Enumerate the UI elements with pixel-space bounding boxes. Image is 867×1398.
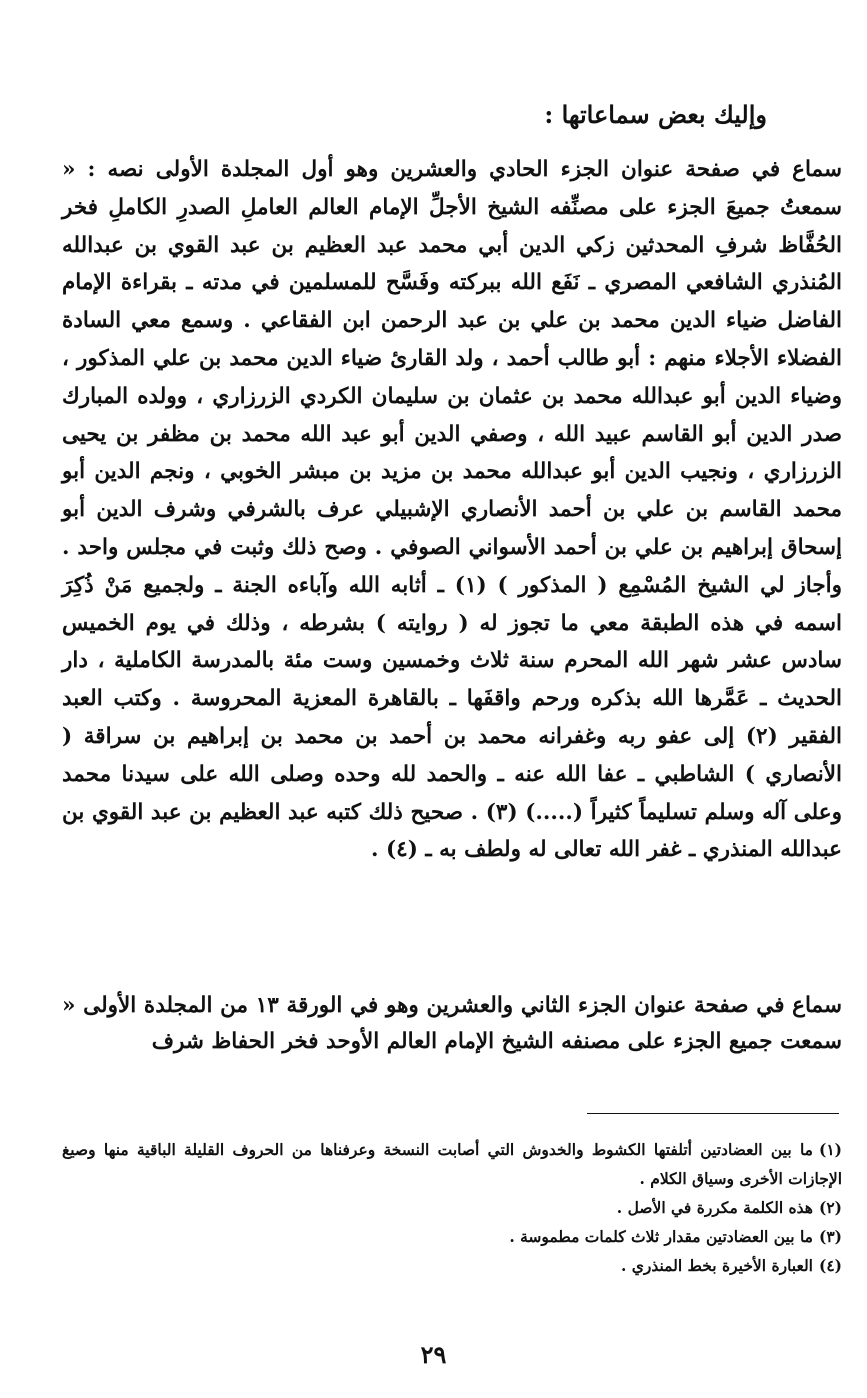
intro-line: وإليك بعض سماعاتها :	[544, 100, 767, 129]
footnote-4-text: العبارة الأخيرة بخط المنذري .	[620, 1256, 813, 1275]
footnotes	[62, 1135, 842, 1280]
footnote-4	[62, 1251, 842, 1280]
footnote-4-number: (٤)	[818, 1256, 842, 1275]
page-number: ٢٩	[420, 1340, 447, 1369]
paragraph-first-audition: سماع في صفحة عنوان الجزء الحادي والعشرين وهو أول المجلدة الأولى نصه : « سمعتُ جميعَ الجزء على مصنِّفه الشيخ الأجلِّ الإمام العالم العاملِ الصدرِ الكاملِ فخر الحُفَّاظ شرفِ المحدثين زكي الدين أبي محمد عبد العظيم بن عبد القوي بن عبدالله المُنذري الشافعي المصري ـ نَفَع الله ببركته وفَسَّح للمسلمين في مدته ـ بقراءة الإمام الفاضل ضياء الدين محمد بن علي بن عبد الرحمن ابن الفقاعي . وسمع معي السادة الفضلاء الأجلاء منهم : أبو طالب أحمد ، ولد القارئ ضياء الدين محمد بن علي المذكور ، وضياء الدين أبو عبدالله محمد بن عثمان بن سليمان الكردي الزرزاري ، وولده المبارك صدر الدين أبو القاسم عبيد الله ، وصفي الدين أبو عبد الله محمد بن مظفر بن يحيى الزرزاري ، ونجيب الدين أبو عبدالله محمد بن مزيد بن مبشر الخوبي ، ونجم الدين أبو محمد القاسم بن علي بن أحمد الأنصاري الإشبيلي عرف بالشرفي وشرف الدين أبو إسحاق إبراهيم بن علي بن أحمد الأسواني الصوفي . وصح ذلك وثبت في مجلس واحد . وأجاز لي الشيخ المُسْمِع ( المذكور ) (١) ـ أثابه الله وآباءه الجنة ـ ولجميع مَنْ ذُكِرَ اسمه في هذه الطبقة معي ما تجوز له ( روايته ) بشرطه ، وذلك في يوم الخميس سادس عشر شهر الله المحرم سنة ثلاث وخمسين وست مئة بالمدرسة الكاملية ، دار الحديث ـ عَمَّرها الله بذكره ورحم واقفَها ـ بالقاهرة المعزية المحروسة . وكتب العبد الفقير (٢) إلى عفو ربه وغفرانه محمد بن أحمد بن محمد بن إبراهيم بن سراقة ( الأنصاري ) الشاطبي ـ عفا الله عنه ـ والحمد لله وحده وصلى الله على سيدنا محمد وعلى آله وسلم تسليماً كثيراً (.....) (٣) . صحيح ذلك كتبه عبد العظيم بن عبد القوي بن عبدالله المنذري ـ غفر الله تعالى له ولطف به ـ (٤) .	[62, 157, 842, 863]
footnote-1-text: ما بين العضادتين أتلفتها الكشوط والخدوش التي أصابت النسخة وعرفناها من الحروف القليلة الباقية منها وصيغ الإجازات الأخرى وسياق الكلام .	[62, 1140, 842, 1188]
footnote-3-number: (٣)	[818, 1227, 842, 1246]
footnote-1	[62, 1135, 842, 1193]
footnote-2	[62, 1193, 842, 1222]
footnote-3-text: ما بين العضادتين مقدار ثلاث كلمات مطموسة .	[509, 1227, 813, 1246]
footnote-1-number: (١)	[818, 1140, 842, 1159]
footnote-3	[62, 1222, 842, 1251]
footnote-2-text: هذه الكلمة مكررة في الأصل .	[616, 1198, 813, 1217]
footnote-2-number: (٢)	[818, 1198, 842, 1217]
paragraph-second-audition: سماع في صفحة عنوان الجزء الثاني والعشرين وهو في الورقة ١٣ من المجلدة الأولى « سمعت جميع الجزء على مصنفه الشيخ الإمام العالم الأوحد فخر الحفاظ شرف	[62, 993, 842, 1054]
footnote-separator	[587, 1113, 839, 1114]
